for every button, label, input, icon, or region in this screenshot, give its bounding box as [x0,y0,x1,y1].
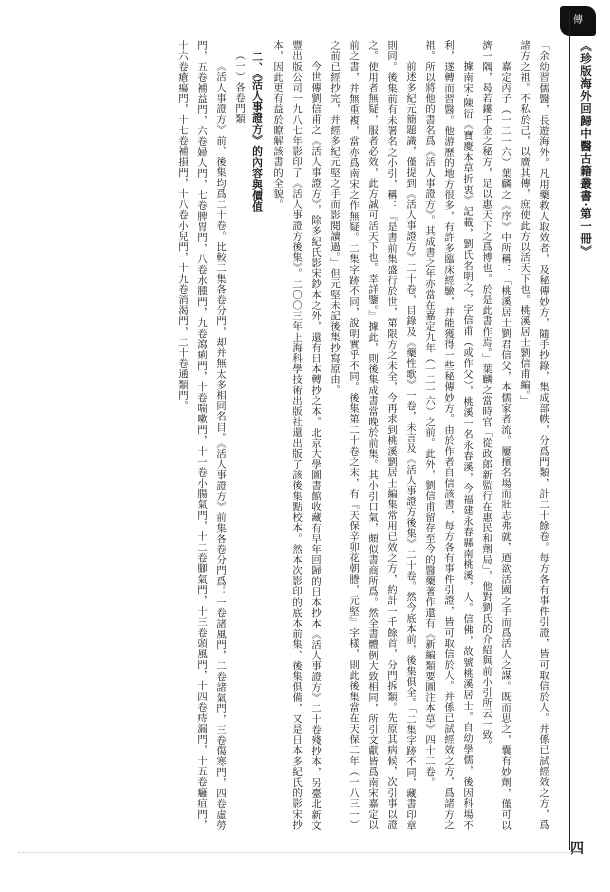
paragraph-preface-ye-linzhi: 嘉定丙子（一二一六）葉麟之《序》中所稱：「桃溪居士劉君信父，本儒家者流。屢擯名場而壯志弗就，迺欲活國之手而爲活人之謀。既而思之，囊有妙劑，僅可以濟一隅，曷若鏤千金之秘方，足以惠天下之爲博也。於是此書作焉。」葉麟之當時官「從政郎新監行在惠民和劑局」，他對劉氏的介紹與前小引所云一致。 [480,40,511,830]
series-title: 《珍版海外回歸中醫古籍叢書·第一冊》 [579,40,593,258]
section-heading: 二、《活人事證方》的內容與價值 [251,50,264,212]
scan-edge-mark [18,852,578,854]
subsection-heading: （一）各卷門類 [233,50,245,125]
page-number: 四 [570,841,584,857]
paragraph-author-bio: 據南宋·陳衍《寶慶本草折衷》記載，劉氏名明之，字信甫（或作父），桃溪一名永春溪，今福建永春縣南桃溪，人。信佛，故號桃溪居士。自幼學儒，後因科場不利，遂轉而習醫。他游歷的地方很多，有許多臨床經驗，并能獲得一些秘傳妙方。由於作者自信該書，每方各有事件引證，皆可取信於人。并係已試經效之方，爲諸方之祖。所以將他的書名爲《活人事證方》。其成書之年亦當在嘉定九年（一二一六）之前。此外，劉信甫留存至今的醫藥著作還有《新編類要圖注本草》四十二卷。 [423,40,473,830]
main-text [42,40,552,830]
quoted-preface: 「余幼習儒醫，長遊海外。凡用藥救人取效者，及秘傳妙方，隨手抄錄，集成部帙，分爲門類，計二十餘卷。每方各有事件引證，皆可取信於人。并係已試經效之方，爲諸方之祖。不私於己，以廣其傳，庶使此方以活天下也。桃溪居士劉信甫編。」 [518,40,549,830]
paragraph-chapter-list: 《活人事證方》前、後集均爲二十卷。比較二集各卷分門，却并無太多相同名目。《活人事證方》前集各卷分門爲：一卷諸風門，二卷諸氣門，三卷傷寒門，四卷虛勞門，五卷補益門，六卷婦人門，七卷脾胃門，八卷水腫門，九卷瀉痢門，十卷喘嗽門，十一卷小腸氣門，十二卷腳氣門，十三卷頭風門，十四卷痔漏門，十五卷癰疽門，十六卷瘡瘍門，十七卷補損門，十八卷小兒門，十九卷消渴門，二十卷通類門。 [176,40,226,830]
header-divider [569,10,570,850]
paragraph-editions: 前述多紀元簡題識，僅提到《活人事證方》二十卷，目錄及《藥性歌》一卷，未言及《活人事證方後集》二十卷。然今底本前，後集俱全。「二集字跡不同，藏書印章則同。後集前有未署名之小引，稱：『是書前集盛行於世，第限方之未全，今再求到桃溪劉居士編集常用已效之方，約計一千餘首，分門拆類。先原其病候，次引事以證之。使用者無疑，服者必效，此方誠可活天下也。幸詳鑒。』據此，則後集成書當晚於前集。其小引口氣，頗似書商所爲。然全書體例大致相同，所引文獻皆爲南宋嘉定以前之書，并無重複，當亦爲南宋之作無疑。二集字跡不同，說明實乎不同。後集第二十卷之末，有『天保辛卯花朝謄，元堅』字樣，則此後集當在天保二年（一八三一）之前已經抄完，并經多紀元堅之手而影閱讀過。」但元堅未記後集抄寫原由。 [328,40,416,830]
publisher-seal-logo: 傳 [560,6,596,36]
paragraph-transmission: 今世傳劉信甫之《活人事證方》，除多紀氏影宋鈔本之外，還有日本轉抄之本。北京大學圖書館收藏有早年回歸的日本抄本《活人事證方》二十卷殘抄本，另臺北新文豐出版公司一九八七年影印了《活人事證方後集》。二〇〇三年上海科學技術出版社還出版了該後集點校本。然本次影印的底本前集、後集俱備，又是日本多紀氏的影宋抄本，因此更有益於瞭解該書的全貌。 [271,40,321,830]
